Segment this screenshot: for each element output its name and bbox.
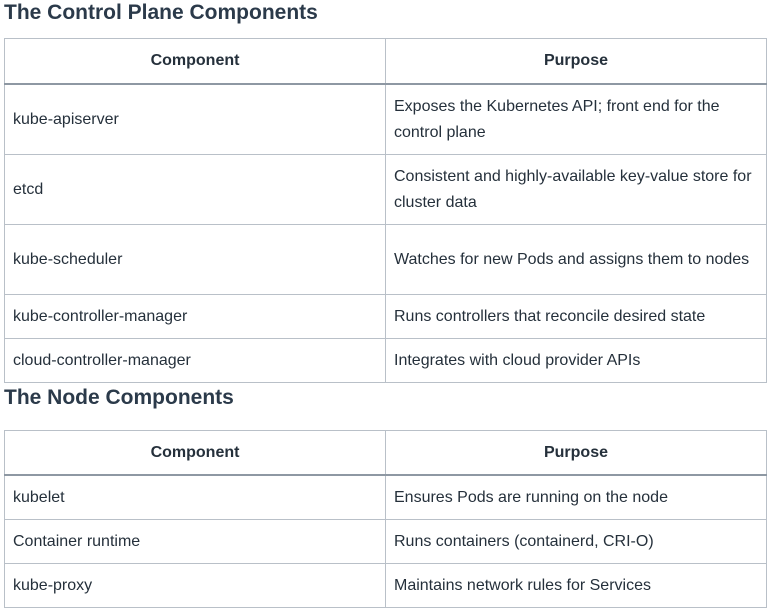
control-plane-table [4,38,767,383]
table-row [5,155,767,225]
table-row [5,295,767,339]
purpose-cell: Watches for new Pods and assigns them to nodes [386,225,767,295]
component-cell: cloud-controller-manager [5,339,386,383]
component-cell: kube-apiserver [5,84,386,155]
table-row [5,339,767,383]
purpose-cell: Integrates with cloud provider APIs [386,339,767,383]
component-cell: kube-controller-manager [5,295,386,339]
component-cell: kube-proxy [5,564,386,608]
purpose-cell: Consistent and highly-available key-value store for cluster data [386,155,767,225]
table-row [5,564,767,608]
purpose-cell: Maintains network rules for Services [386,564,767,608]
table-row [5,475,767,520]
purpose-cell: Exposes the Kubernetes API; front end for the control plane [386,84,767,155]
component-cell: kubelet [5,475,386,520]
column-header-purpose: Purpose [386,431,767,476]
table-row [5,84,767,155]
control-plane-heading: The Control Plane Components [4,1,318,24]
column-header-component: Component [5,431,386,476]
purpose-cell: Runs containers (containerd, CRI-O) [386,520,767,564]
column-header-component: Component [5,39,386,85]
component-cell: etcd [5,155,386,225]
purpose-cell: Ensures Pods are running on the node [386,475,767,520]
table-header-row [5,431,767,476]
table-row [5,520,767,564]
table-row [5,225,767,295]
component-cell: kube-scheduler [5,225,386,295]
purpose-cell: Runs controllers that reconcile desired state [386,295,767,339]
node-components-table [4,430,767,608]
table-header-row [5,39,767,85]
column-header-purpose: Purpose [386,39,767,85]
node-components-heading: The Node Components [4,386,234,409]
component-cell: Container runtime [5,520,386,564]
